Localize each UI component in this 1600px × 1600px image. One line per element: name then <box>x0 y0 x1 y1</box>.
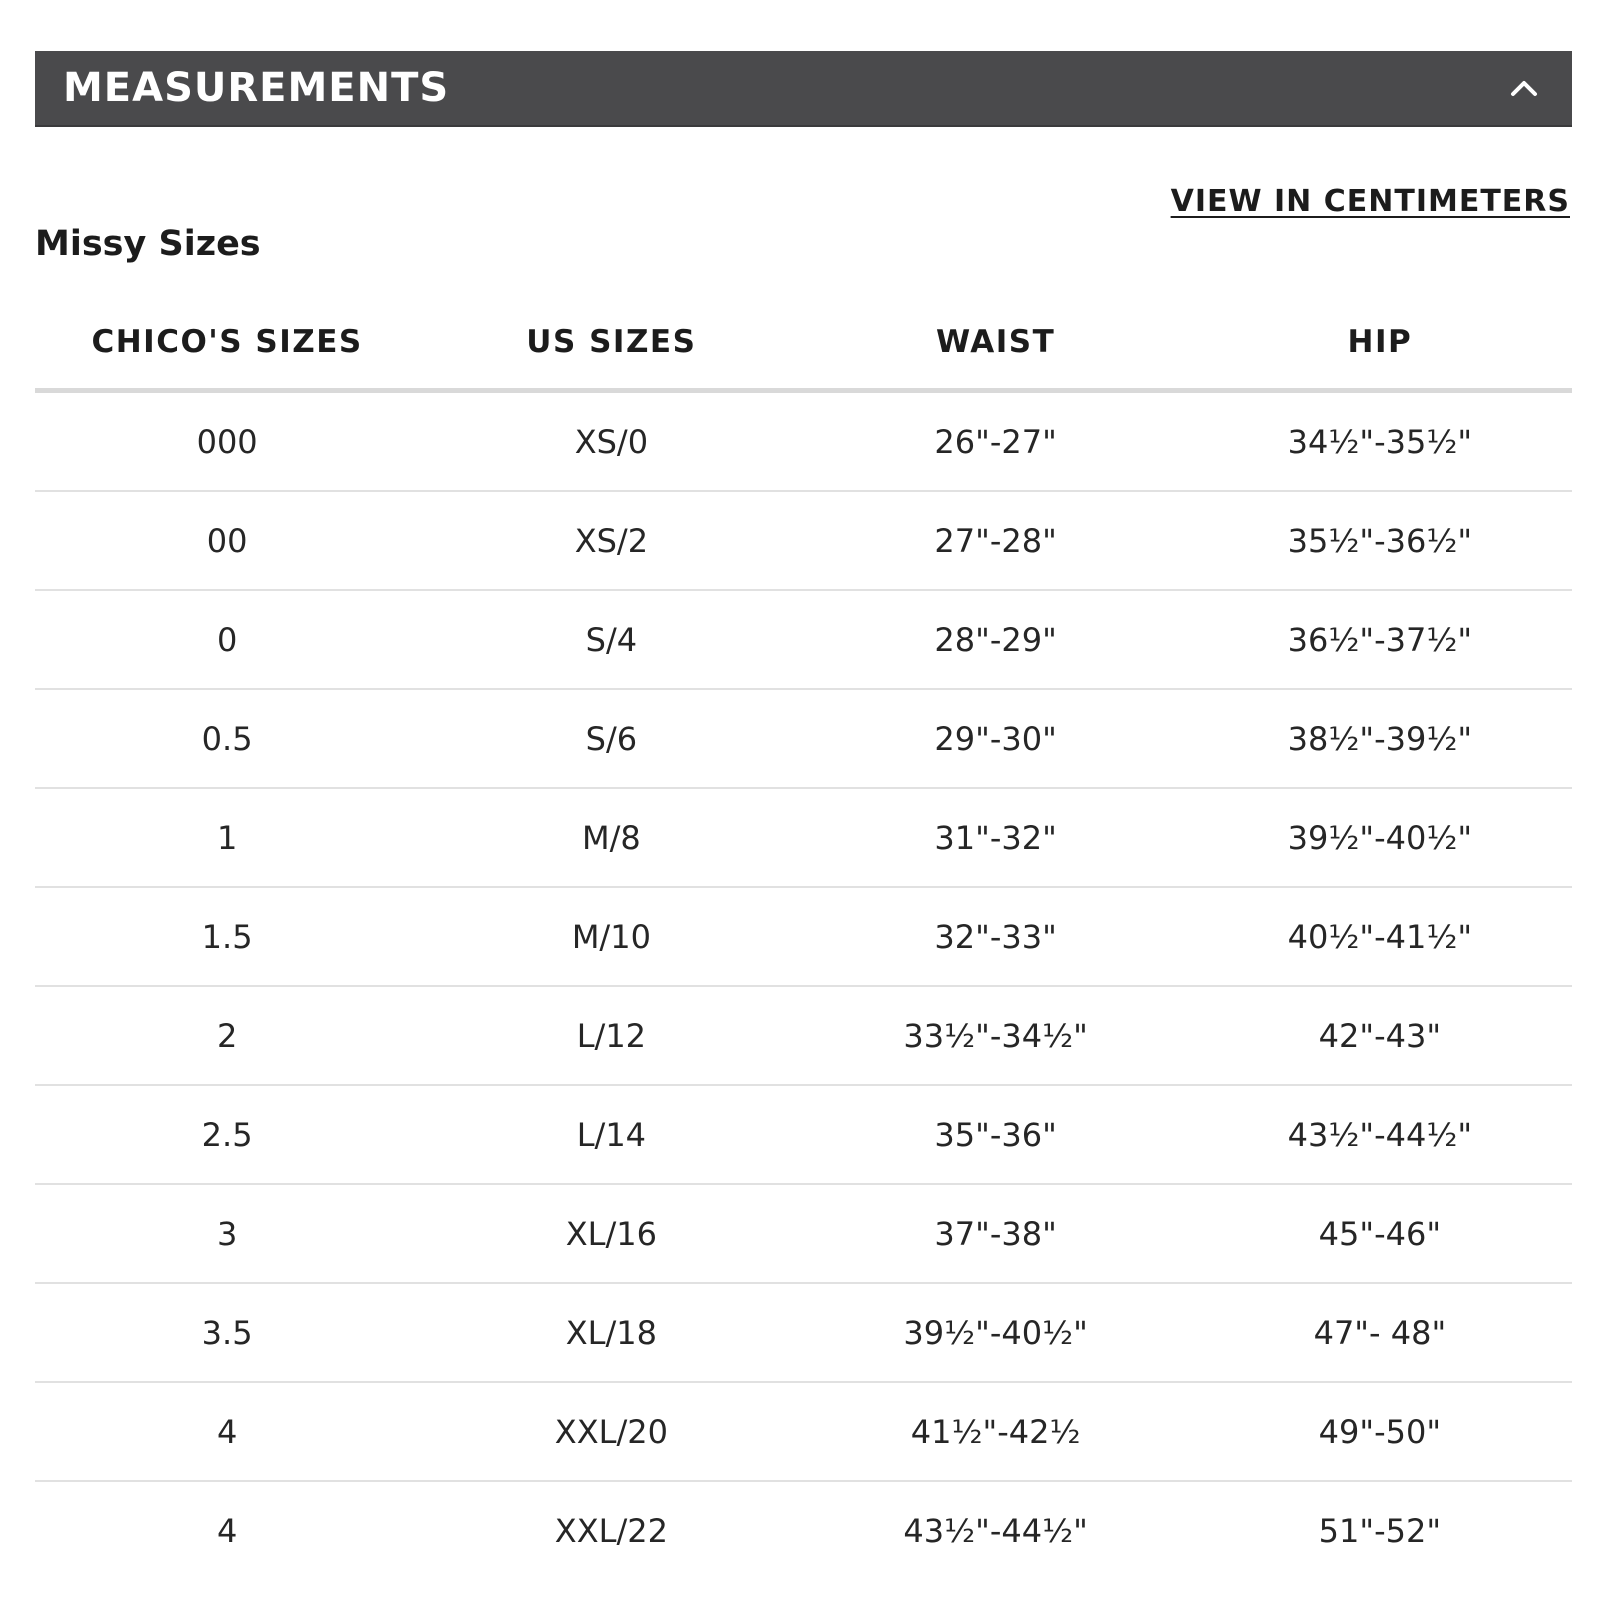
hip-cell: 42"-43" <box>1188 986 1572 1085</box>
table-row <box>35 1481 1572 1579</box>
us-size-cell: XL/18 <box>419 1283 803 1382</box>
chicos-size-cell: 4 <box>35 1382 419 1481</box>
table-row <box>35 1283 1572 1382</box>
us-size-cell: XL/16 <box>419 1184 803 1283</box>
table-row <box>35 1085 1572 1184</box>
us-size-cell: M/8 <box>419 788 803 887</box>
hip-cell: 43½"-44½" <box>1188 1085 1572 1184</box>
measurements-header[interactable] <box>35 51 1572 127</box>
us-size-cell: S/6 <box>419 689 803 788</box>
table-row <box>35 1382 1572 1481</box>
waist-cell: 32"-33" <box>804 887 1188 986</box>
waist-cell: 27"-28" <box>804 491 1188 590</box>
table-row <box>35 590 1572 689</box>
us-size-cell: XXL/22 <box>554 1511 668 1550</box>
column-header-waist: WAIST <box>804 296 1188 391</box>
column-header-hip: HIP <box>1188 296 1572 391</box>
measurements-title: MEASUREMENTS <box>63 65 450 111</box>
hip-cell: 47"- 48" <box>1188 1283 1572 1382</box>
hip-cell: 34½"-35½" <box>1188 391 1572 492</box>
chicos-size-cell: 3.5 <box>35 1283 419 1382</box>
hip-cell: 45"-46" <box>1188 1184 1572 1283</box>
table-row <box>35 391 1572 492</box>
waist-cell: 31"-32" <box>804 788 1188 887</box>
column-header-chicos-sizes: CHICO'S SIZES <box>35 296 419 391</box>
chicos-size-cell: 000 <box>35 391 419 492</box>
chicos-size-cell: 1.5 <box>35 887 419 986</box>
size-table <box>35 296 1572 1579</box>
waist-cell: 35"-36" <box>804 1085 1188 1184</box>
us-size-cell: XS/0 <box>419 391 803 492</box>
waist-cell: 43½"-44½" <box>903 1511 1088 1550</box>
table-header-row <box>35 296 1572 391</box>
table-body <box>35 391 1572 1580</box>
table-row <box>35 986 1572 1085</box>
waist-cell: 33½"-34½" <box>804 986 1188 1085</box>
us-size-cell: S/4 <box>419 590 803 689</box>
chicos-size-cell: 1 <box>35 788 419 887</box>
table-row <box>35 887 1572 986</box>
waist-cell: 39½"-40½" <box>804 1283 1188 1382</box>
table-row <box>35 689 1572 788</box>
us-size-cell: XS/2 <box>419 491 803 590</box>
us-size-cell: L/14 <box>419 1085 803 1184</box>
section-title: Missy Sizes <box>35 224 261 264</box>
waist-cell: 37"-38" <box>804 1184 1188 1283</box>
table-row <box>35 1184 1572 1283</box>
hip-cell: 40½"-41½" <box>1188 887 1572 986</box>
chicos-size-cell: 2.5 <box>35 1085 419 1184</box>
hip-cell: 51"-52" <box>1318 1511 1442 1550</box>
waist-cell: 41½"-42½ <box>804 1382 1188 1481</box>
hip-cell: 39½"-40½" <box>1188 788 1572 887</box>
view-in-centimeters-link[interactable]: VIEW IN CENTIMETERS <box>1170 184 1570 219</box>
hip-cell: 38½"-39½" <box>1188 689 1572 788</box>
hip-cell: 35½"-36½" <box>1188 491 1572 590</box>
chicos-size-cell: 0.5 <box>35 689 419 788</box>
waist-cell: 29"-30" <box>804 689 1188 788</box>
hip-cell: 36½"-37½" <box>1188 590 1572 689</box>
waist-cell: 28"-29" <box>804 590 1188 689</box>
us-size-cell: XXL/20 <box>419 1382 803 1481</box>
chicos-size-cell: 4 <box>216 1511 238 1550</box>
waist-cell: 26"-27" <box>804 391 1188 492</box>
chevron-up-icon[interactable] <box>1504 68 1544 108</box>
us-size-cell: L/12 <box>419 986 803 1085</box>
chicos-size-cell: 2 <box>35 986 419 1085</box>
us-size-cell: M/10 <box>419 887 803 986</box>
table-row <box>35 491 1572 590</box>
column-header-us-sizes: US SIZES <box>419 296 803 391</box>
hip-cell: 49"-50" <box>1188 1382 1572 1481</box>
chicos-size-cell: 3 <box>35 1184 419 1283</box>
table-row <box>35 788 1572 887</box>
chicos-size-cell: 00 <box>35 491 419 590</box>
chicos-size-cell: 0 <box>35 590 419 689</box>
